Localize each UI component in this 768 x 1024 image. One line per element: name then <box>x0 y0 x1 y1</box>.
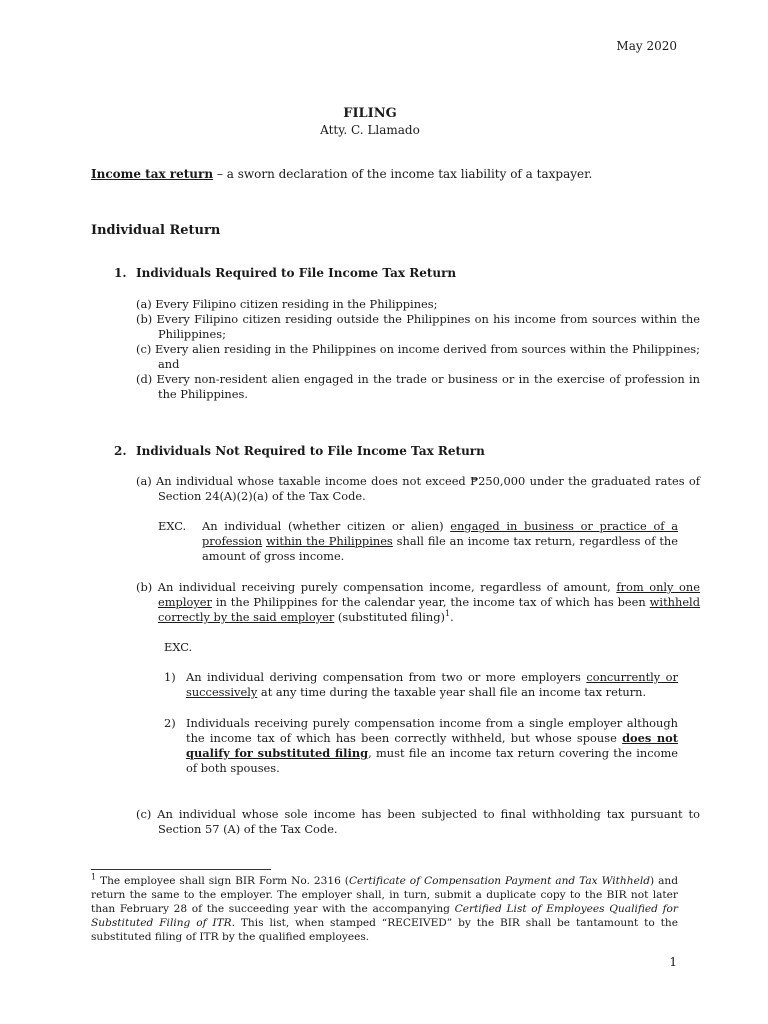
exception-text: An individual (whether citizen or alien) engaged in business or practice of a profession within the Philippines shall file an income tax return, regardless of the amount of gross income. <box>202 519 678 563</box>
heading-text: Individuals Required to File Income Tax Return <box>136 266 457 280</box>
exception-item <box>164 716 678 776</box>
footnote: $^1$ The employee shall sign BIR Form No. 2316 (Certificate of Compensation Payment and Tax Withheld) and return the same to the employer. The employer shall, in turn, submit a duplicate copy to the BIR not later than February 28 of the succeeding year with the accompanying Certified List of Employees Qualified for Substituted Filing of ITR. This list, when stamped “RECEIVED” by the BIR shall be tantamount to the substituted filing of ITR by the qualified employees. <box>91 872 679 943</box>
exception-text: An individual deriving compensation from two or more employers concurrently or successively at any time during the taxable year shall file an income tax return. <box>186 670 678 699</box>
definition-text: – a sworn declaration of the income tax liability of a taxpayer. <box>213 167 593 181</box>
exception-label: EXC. <box>164 640 193 654</box>
exception-block <box>158 519 678 564</box>
footnote-number: 1 <box>91 872 97 882</box>
heading-text: Individuals Not Required to File Income Tax Return <box>136 444 485 458</box>
exception-text: Individuals receiving purely compensation income from a single employer although the income tax of which has been correctly withheld, but whose spouse does not qualify for substituted filing, must file an income tax return covering the income of both spouses. <box>186 716 678 775</box>
document-author: Atty. C. Llamado <box>320 123 420 137</box>
exception-item <box>164 670 678 700</box>
numbered-heading-1 <box>114 266 456 281</box>
list-item: (a) An individual whose taxable income does not exceed ₱250,000 under the graduated rates of Section 24(A)(2)(a) of the Tax Code. <box>136 474 700 503</box>
exception-number: 1) <box>164 670 176 684</box>
page-number: 1 <box>669 955 677 969</box>
definition-paragraph <box>91 167 592 182</box>
document-title: FILING <box>343 106 397 121</box>
exception-number: 2) <box>164 716 176 730</box>
list-item: (d) Every non-resident alien engaged in the trade or business or in the exercise of profession in the Philippines. <box>136 372 700 401</box>
numbered-heading-2 <box>114 444 485 459</box>
section-heading: Individual Return <box>91 223 221 238</box>
exception-label: EXC. <box>158 519 187 533</box>
footnote-divider <box>91 869 271 870</box>
heading-number: 1. <box>114 266 127 280</box>
list-item: (c) An individual whose sole income has been subjected to final withholding tax pursuant to Section 57 (A) of the Tax Code. <box>136 807 700 836</box>
list-item: (b) Every Filipino citizen residing outside the Philippines on his income from sources within the Philippines; <box>136 312 700 341</box>
list-item: (b) An individual receiving purely compensation income, regardless of amount, from only one employer in the Philippines for the calendar year, the income tax of which has been withheld correctly by the said employer (substituted filing)$^1$. <box>136 580 700 624</box>
heading-number: 2. <box>114 444 127 458</box>
header-date: May 2020 <box>616 39 677 53</box>
definition-term: Income tax return <box>91 167 214 181</box>
list-item: (a) Every Filipino citizen residing in the Philippines; <box>136 297 438 311</box>
footnote-ref: 1 <box>445 609 451 619</box>
list-item: (c) Every alien residing in the Philippines on income derived from sources within the Philippines; and <box>136 342 700 371</box>
